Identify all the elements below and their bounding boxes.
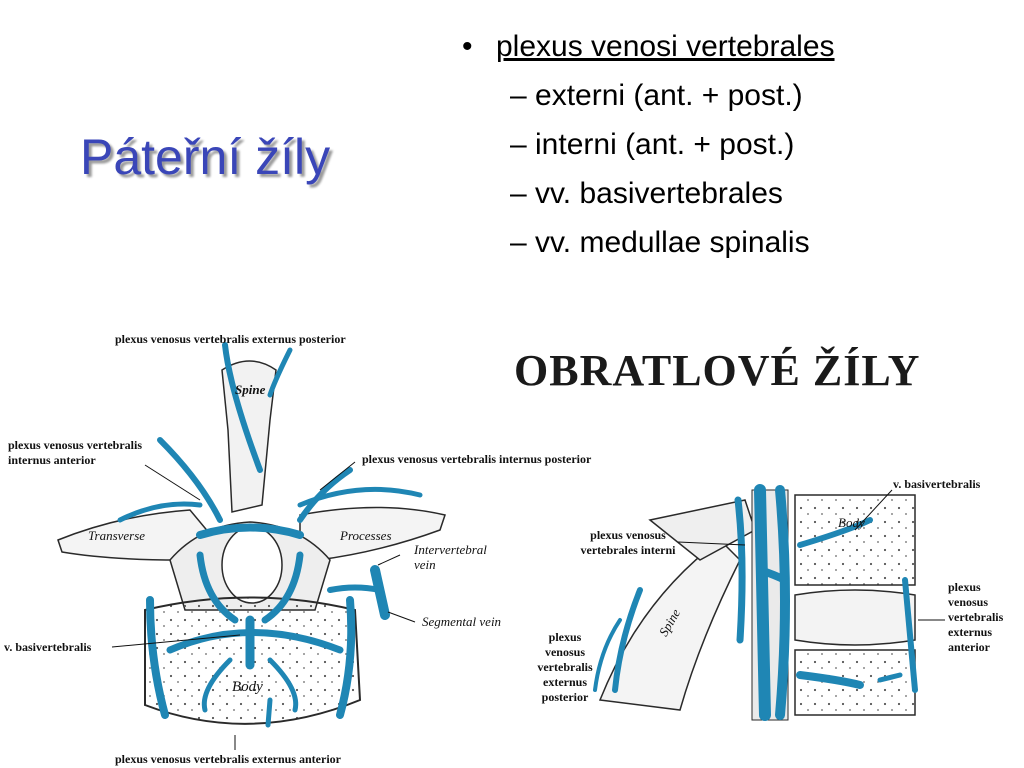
label-ext-post-right-0: plexus	[548, 630, 582, 644]
label-ext-post-right-4: posterior	[541, 690, 589, 704]
label-basivert-right: v. basivertebralis	[893, 477, 981, 491]
label-ext-ant: plexus venosus vertebralis externus anterior	[115, 752, 341, 766]
bone-word-body: Body	[232, 679, 263, 695]
label-ext-ant-right-2: vertebralis	[948, 610, 1004, 624]
label-ext-post: plexus venosus vertebralis externus posterior	[115, 332, 346, 346]
label-ext-post-right-2: vertebralis	[537, 660, 593, 674]
label-ext-ant-right-4: anterior	[948, 640, 990, 654]
label-ext-post-right-3: externus	[543, 675, 587, 689]
slide-title: Páteřní žíly	[80, 129, 331, 185]
bullet-sub-item: – vv. medullae spinalis	[510, 226, 810, 259]
label-int-post: plexus venosus vertebralis internus posterior	[362, 452, 592, 466]
bullet-main-label: plexus venosi vertebrales	[496, 30, 835, 63]
label-intervertebral-line1: Intervertebral	[414, 542, 487, 557]
label-basivert-left: v. basivertebralis	[4, 640, 92, 654]
bone-word-spine: Spine	[235, 382, 266, 397]
bone-word-spine-right: Spine	[655, 606, 684, 639]
figure-right-heading: OBRATLOVÉ ŽÍLY	[514, 346, 921, 395]
bullet-dot-icon: •	[462, 30, 473, 63]
label-int-right-line2: vertebrales interni	[580, 543, 676, 557]
bullet-sub-item: – externi (ant. + post.)	[510, 79, 803, 112]
label-int-ant-line2: internus anterior	[8, 453, 96, 467]
intervertebral-disc	[795, 590, 915, 645]
label-ext-ant-right-1: venosus	[948, 595, 989, 609]
bullet-sub-item: – vv. basivertebrales	[510, 177, 783, 210]
label-int-ant-line1: plexus venosus vertebralis	[8, 438, 143, 452]
label-int-right-line1: plexus venosus	[590, 528, 666, 542]
bone-word-process: Processes	[340, 528, 392, 543]
label-intervertebral-line2: vein	[414, 557, 436, 572]
right-vertebra-drawing	[595, 490, 945, 720]
bone-word-transverse: Transverse	[88, 528, 146, 543]
label-ext-ant-right-0: plexus	[948, 580, 981, 594]
label-segmental: Segmental vein	[422, 614, 502, 629]
label-ext-post-right-1: venosus	[544, 645, 585, 659]
vertebral-canal	[222, 527, 282, 603]
bone-word-body-right: Body	[838, 515, 865, 530]
label-ext-ant-right-3: externus	[948, 625, 992, 639]
bullet-sub-item: – interni (ant. + post.)	[510, 128, 795, 161]
